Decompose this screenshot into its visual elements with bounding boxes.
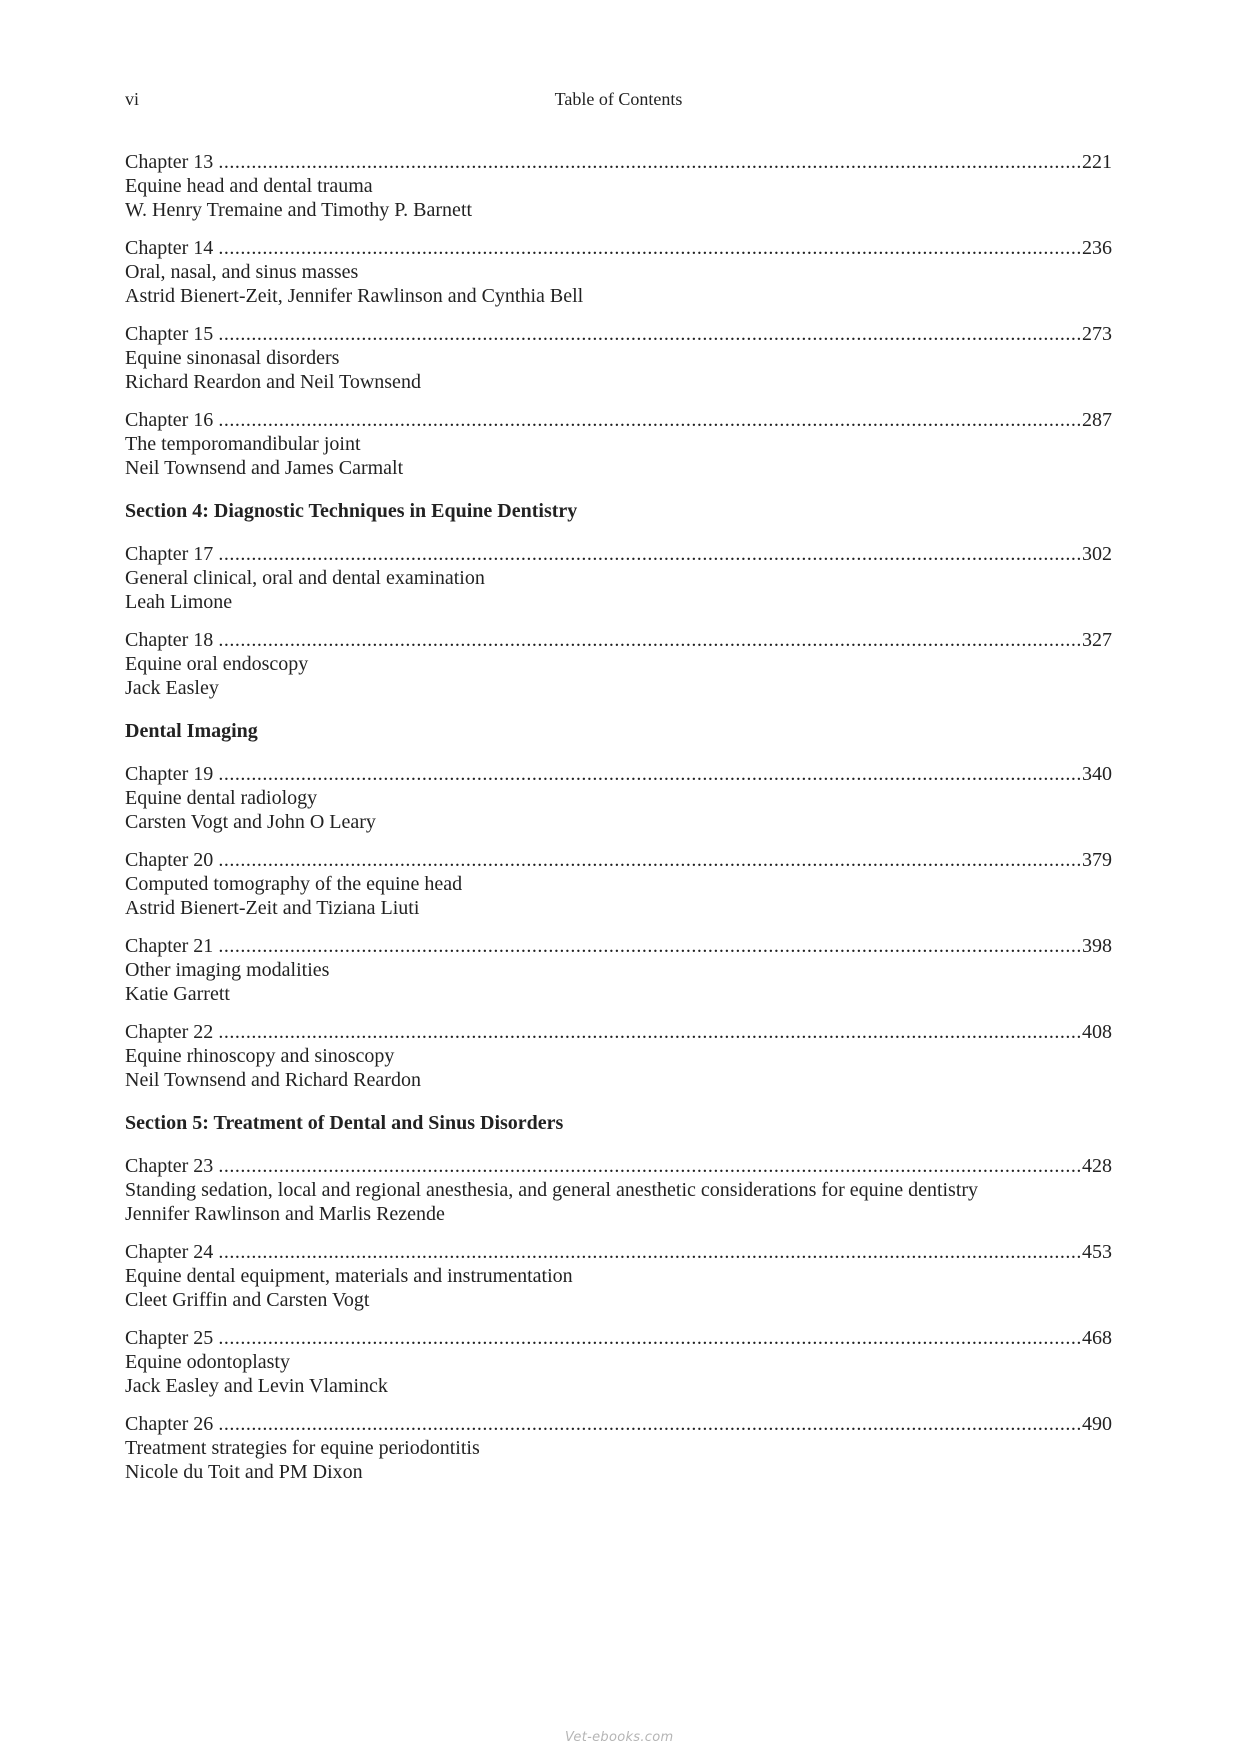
chapter-line <box>125 1240 1112 1264</box>
toc-entry <box>125 236 1112 308</box>
toc-entry <box>125 848 1112 920</box>
chapter-authors: Carsten Vogt and John O Leary <box>125 811 376 833</box>
dot-leader <box>218 542 1081 566</box>
dot-leader <box>218 1154 1081 1178</box>
chapter-line <box>125 762 1112 786</box>
chapter-line <box>125 1412 1112 1436</box>
page-number: vi <box>125 89 140 109</box>
chapter-authors: Astrid Bienert-Zeit and Tiziana Liuti <box>125 897 420 919</box>
chapter-authors: Jack Easley <box>125 677 219 699</box>
chapter-page-number: 273 <box>1082 323 1112 345</box>
toc-entry <box>125 934 1112 1006</box>
chapter-label: Chapter 20 <box>125 849 214 871</box>
chapter-line <box>125 848 1112 872</box>
chapter-page-number: 428 <box>1082 1155 1112 1177</box>
chapter-title: Equine oral endoscopy <box>125 653 309 675</box>
chapter-line <box>125 1154 1112 1178</box>
chapter-line <box>125 628 1112 652</box>
toc-entry <box>125 1020 1112 1092</box>
chapter-line <box>125 150 1112 174</box>
chapter-label: Chapter 24 <box>125 1241 214 1263</box>
chapter-title: Other imaging modalities <box>125 959 330 981</box>
chapter-label: Chapter 25 <box>125 1327 214 1349</box>
dot-leader <box>218 1240 1081 1264</box>
chapter-line <box>125 408 1112 432</box>
chapter-page-number: 302 <box>1082 543 1112 565</box>
chapter-title: Computed tomography of the equine head <box>125 873 463 895</box>
chapter-authors: Cleet Griffin and Carsten Vogt <box>125 1289 370 1311</box>
chapter-label: Chapter 18 <box>125 629 214 651</box>
chapter-title: Equine dental radiology <box>125 787 318 809</box>
toc-entry <box>125 1240 1112 1312</box>
chapter-title: Oral, nasal, and sinus masses <box>125 261 359 283</box>
chapter-title: Equine dental equipment, materials and instrumentation <box>125 1265 573 1287</box>
chapter-title: Equine head and dental trauma <box>125 175 373 197</box>
chapter-label: Chapter 26 <box>125 1413 214 1435</box>
toc-entry <box>125 628 1112 700</box>
chapter-page-number: 287 <box>1082 409 1112 431</box>
chapter-label: Chapter 19 <box>125 763 214 785</box>
chapter-page-number: 408 <box>1082 1021 1112 1043</box>
chapter-page-number: 398 <box>1082 935 1112 957</box>
dot-leader <box>218 628 1081 652</box>
chapter-line <box>125 322 1112 346</box>
toc-entry <box>125 322 1112 394</box>
section-heading: Section 5: Treatment of Dental and Sinus Disorders <box>125 1112 564 1134</box>
chapter-authors: Leah Limone <box>125 591 233 613</box>
running-title: Table of Contents <box>554 89 683 109</box>
chapter-authors: Astrid Bienert-Zeit, Jennifer Rawlinson and Cynthia Bell <box>125 285 584 307</box>
dot-leader <box>218 1020 1081 1044</box>
chapter-authors: Neil Townsend and James Carmalt <box>125 457 404 479</box>
chapter-line <box>125 542 1112 566</box>
toc-entry <box>125 1326 1112 1398</box>
toc-entry <box>125 542 1112 614</box>
toc-entry <box>125 1154 1112 1226</box>
chapter-label: Chapter 17 <box>125 543 214 565</box>
chapter-page-number: 221 <box>1082 151 1112 173</box>
chapter-title: Equine odontoplasty <box>125 1351 290 1373</box>
section-heading: Section 4: Diagnostic Techniques in Equine Dentistry <box>125 500 578 522</box>
chapter-authors: Nicole du Toit and PM Dixon <box>125 1461 363 1483</box>
chapter-authors: Katie Garrett <box>125 983 230 1005</box>
watermark: Vet-ebooks.com <box>565 1730 674 1745</box>
toc-entry <box>125 1412 1112 1484</box>
chapter-label: Chapter 15 <box>125 323 214 345</box>
chapter-page-number: 490 <box>1082 1413 1112 1435</box>
chapter-page-number: 340 <box>1082 763 1112 785</box>
chapter-title: General clinical, oral and dental examination <box>125 567 485 589</box>
chapter-title: Standing sedation, local and regional anesthesia, and general anesthetic considerations for equine dentistry <box>125 1179 979 1201</box>
chapter-authors: Richard Reardon and Neil Townsend <box>125 371 421 393</box>
chapter-label: Chapter 22 <box>125 1021 214 1043</box>
chapter-line <box>125 1020 1112 1044</box>
chapter-label: Chapter 14 <box>125 237 214 259</box>
section-heading: Dental Imaging <box>125 720 258 742</box>
dot-leader <box>218 762 1081 786</box>
dot-leader <box>218 408 1081 432</box>
chapter-page-number: 468 <box>1082 1327 1112 1349</box>
dot-leader <box>218 848 1081 872</box>
chapter-page-number: 453 <box>1082 1241 1112 1263</box>
chapter-label: Chapter 23 <box>125 1155 214 1177</box>
dot-leader <box>218 150 1081 174</box>
toc-entry <box>125 408 1112 480</box>
chapter-title: Equine sinonasal disorders <box>125 347 340 369</box>
chapter-label: Chapter 21 <box>125 935 214 957</box>
chapter-page-number: 327 <box>1082 629 1112 651</box>
chapter-title: Equine rhinoscopy and sinoscopy <box>125 1045 395 1067</box>
page-header <box>125 89 1112 113</box>
dot-leader <box>218 236 1081 260</box>
chapter-label: Chapter 16 <box>125 409 214 431</box>
chapter-authors: W. Henry Tremaine and Timothy P. Barnett <box>125 199 473 221</box>
toc-entry <box>125 150 1112 222</box>
chapter-page-number: 236 <box>1082 237 1112 259</box>
chapter-label: Chapter 13 <box>125 151 214 173</box>
chapter-authors: Jack Easley and Levin Vlaminck <box>125 1375 388 1397</box>
dot-leader <box>218 1412 1081 1436</box>
chapter-authors: Jennifer Rawlinson and Marlis Rezende <box>125 1203 445 1225</box>
dot-leader <box>218 934 1081 958</box>
chapter-line <box>125 236 1112 260</box>
chapter-title: The temporomandibular joint <box>125 433 361 455</box>
table-of-contents <box>125 150 1112 1484</box>
toc-entry <box>125 762 1112 834</box>
dot-leader <box>218 1326 1081 1350</box>
chapter-authors: Neil Townsend and Richard Reardon <box>125 1069 421 1091</box>
dot-leader <box>218 322 1081 346</box>
chapter-title: Treatment strategies for equine periodontitis <box>125 1437 480 1459</box>
chapter-page-number: 379 <box>1082 849 1112 871</box>
chapter-line <box>125 934 1112 958</box>
chapter-line <box>125 1326 1112 1350</box>
